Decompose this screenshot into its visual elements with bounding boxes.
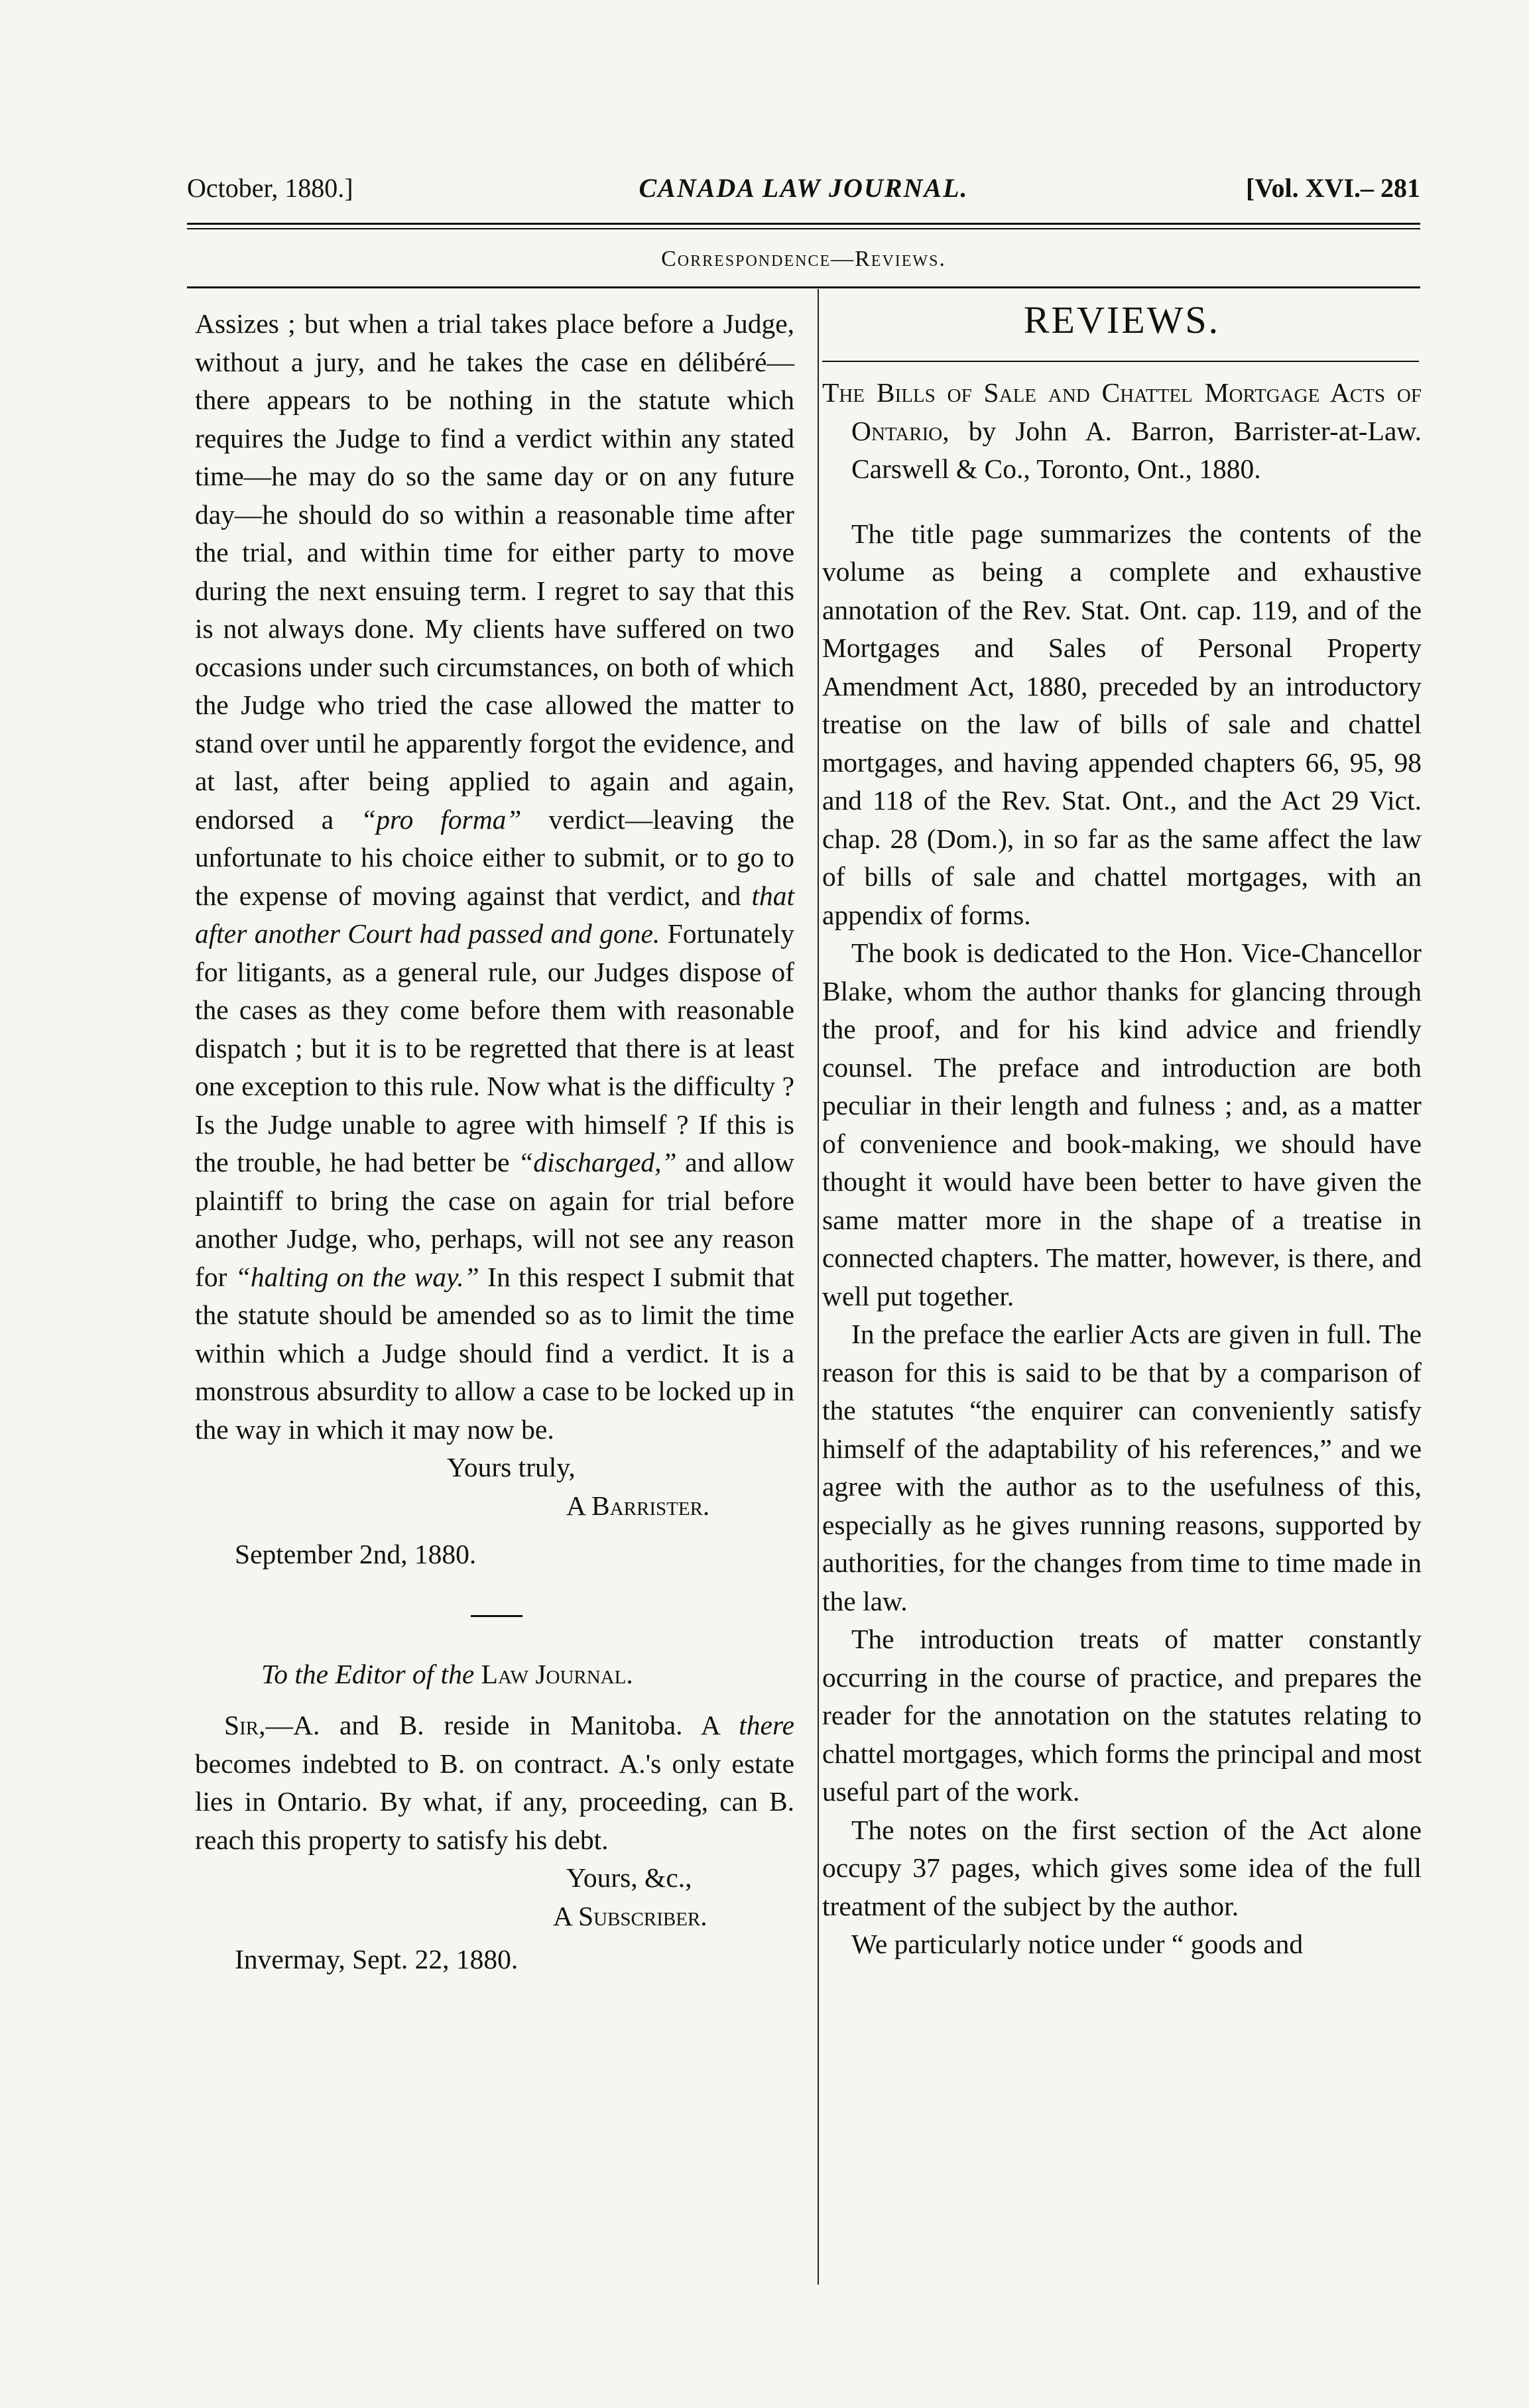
letter-text-1: Assizes ; but when a trial takes place before a Judge, without a jury, and he takes the case en délibéré—there appears to be nothing in the statute which requires the Judge to find a verdict within any stated time—he may do so the same day or on any future day—he should do so within a reasonable time after the trial, and within time for either party to move during the next ensuing term. I regret to say that this is not always done. My clients have suffered on two occasions under such circumstances, on both of which the Judge who tried the case allowed the matter to stand over until he apparently forgot the evidence, and at last, after being applied to again and again, endorsed a [195,308,794,835]
letter2-salutation: Sir, [224,1710,266,1740]
letter-separator [471,1615,522,1617]
review-paragraph: The title page summarizes the contents of the volume as being a complete and exhaustive annotation of the Rev. Stat. Ont. cap. 119, and of the Mortgages and Sales of Personal Property Amendment Act, 1880, preceded by an introductory treatise on the law of bills of sale and chattel mortgages, and having appended chapters 66, 95, 98 and 118 of the Rev. Stat. Ont., and the Act 29 Vict. chap. 28 (Dom.), in so far as the same affect the law of bills of sale and chattel mortgages, with an appendix of forms. [822,518,1422,930]
running-header [187,159,1420,206]
letter2-italic-there: there [739,1710,794,1740]
right-column [822,292,1422,1964]
letter-paragraph [195,305,794,1449]
letter2-sign-off: Yours, &c., [566,1862,692,1893]
letter-italic-discharged: “discharged,” [518,1147,677,1177]
letter-italic-pro-forma: “pro forma” [361,804,522,835]
to-editor-line [195,1656,794,1694]
review-paragraph: In the preface the earlier Acts are given in full. The reason for this is said to be that by a comparison of the statutes “the enquirer can conveniently satisfy himself of the adaptability of his references,” and we agree with the author as to the usefulness of this, especially as he gives running reasons, supported by authorities, for the changes from time to time made in the law. [822,1319,1422,1616]
section-rule [187,286,1420,288]
header-journal-title: CANADA LAW JOURNAL. [639,173,969,203]
header-date: October, 1880.] [187,173,353,203]
to-editor-journal: Law Journal. [481,1658,633,1689]
review-paragraph: The introduction treats of matter constantly occurring in the course of practice, and prepares the reader for the annotation on the statutes relating to chattel mortgages, which forms the principal and most useful part of the work. [822,1624,1422,1807]
review-paragraph: The book is dedicated to the Hon. Vice-Chancellor Blake, whom the author thanks for glancing through the proof, and for his kind advice and friendly counsel. The preface and introduction are both peculiar in their length and fulness ; and, as a matter of convenience and book-making, we should have thought it would have been better to have given the same matter more in the shape of a treatise in connected chapters. The matter, however, is there, and well put together. [822,937,1422,1311]
review-paragraph: The notes on the first section of the Act alone occupy 37 pages, which gives some idea of the full treatment of the subject by the author. [822,1814,1422,1921]
letter-text-5: In this respect I submit that the statute should be amended so as to limit the time within which a Judge should find a verdict. It is a monstrous absurdity to allow a case to be locked up in the way in which it may now be. [195,1261,795,1445]
book-title: The Bills of Sale and Chattel Mortgage Acts of Ontario, [822,377,1422,446]
letter-signature: A Barrister. [566,1490,710,1521]
letter-text-2: verdict—leaving the unfortunate to his choice either to submit, or to go to the expense of moving against that verdict, and [195,804,794,911]
letter-text-3: Fortunately for litigants, as a general rule, our Judges dispose of the cases as they come before them with reasonable dispatch ; but it is to be regretted that there is at least one exception to this rule. Now what is the difficulty ? Is the Judge unable to agree with himself ? If this is the trouble, he had better be [195,918,795,1177]
letter-italic-after-another: that after another Court had passed and gone. [195,880,794,949]
review-paragraph: We particularly notice under “ goods and [851,1929,1304,1959]
letter2-paragraph [195,1707,794,1859]
letter2-date: Invermay, Sept. 22, 1880. [235,1944,519,1974]
letter-text-4: and allow plaintiff to bring the case on again for trial before another Judge, who, perhaps, will not see any reason for [195,1147,795,1292]
letter2-text-2: becomes indebted to B. on contract. A.'s only estate lies in Ontario. By what, if any, proceeding, can B. reach this property to satisfy his debt. [195,1748,794,1855]
letter-sign-off: Yours truly, [447,1452,576,1482]
left-column [195,305,794,1979]
reviews-heading: REVIEWS. [1023,298,1221,341]
letter2-signature: A Subscriber. [553,1900,707,1931]
book-details: by John A. Barron, Barrister-at-Law. Carswell & Co., Toronto, Ont., 1880. [851,415,1422,484]
column-divider [818,289,819,2285]
to-editor-text: To the Editor of the [261,1658,475,1689]
section-title: Correspondence—Reviews. [661,247,946,271]
letter2-text-1: —A. and B. reside in Manitoba. A [265,1710,719,1740]
header-rule-bottom [187,228,1420,229]
header-rule-top [187,223,1420,225]
letter-italic-halting: “halting on the way.” [235,1261,479,1292]
reviews-rule [822,361,1419,362]
header-volume-page: [Vol. XVI.– 281 [1246,173,1420,203]
letter-date: September 2nd, 1880. [235,1539,477,1569]
book-citation [822,374,1422,489]
